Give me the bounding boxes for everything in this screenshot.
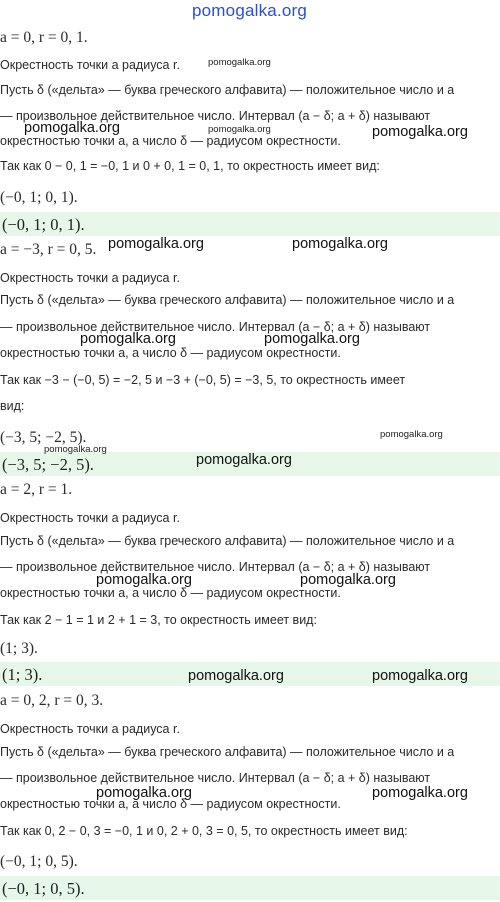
definition-line: — произвольное действительное число. Интервал (a − δ; a + δ) называют [0, 320, 431, 334]
watermark: pomogalka.org [380, 429, 443, 440]
calculation-line-cont: вид: [0, 399, 25, 413]
definition-line: окрестностью точки a, а число δ — радиусом окрестности. [0, 586, 341, 600]
given-values: a = −3, r = 0, 5. [0, 241, 97, 258]
result-line: (−0, 1; 0, 1). [0, 189, 78, 206]
watermark: pomogalka.org [208, 124, 271, 135]
watermark: pomogalka.org [264, 331, 360, 347]
watermark: pomogalka.org [96, 785, 192, 801]
watermark: pomogalka.org [208, 57, 271, 68]
definition-line: Пусть δ («дельта» — буква греческого алфавита) — положительное число и a [0, 293, 455, 307]
watermark: pomogalka.org [44, 444, 107, 455]
given-values: a = 2, r = 1. [0, 481, 73, 498]
calculation-line: Так как 0, 2 − 0, 3 = −0, 1 и 0, 2 + 0, 3 = 0, 5, то окрестность имеет вид: [0, 824, 408, 838]
definition-line: — произвольное действительное число. Интервал (a − δ; a + δ) называют [0, 771, 431, 785]
watermark: pomogalka.org [96, 572, 192, 588]
watermark: pomogalka.org [372, 124, 468, 140]
definition-line: Пусть δ («дельта» — буква греческого алфавита) — положительное число и a [0, 534, 455, 548]
given-values: a = 0, r = 0, 1. [0, 29, 88, 46]
answer-text: (−3, 5; −2, 5). [2, 455, 94, 474]
result-line: (−3, 5; −2, 5). [0, 429, 87, 446]
calculation-line: Так как −3 − (−0, 5) = −2, 5 и −3 + (−0, 5) = −3, 5, то окрестность имеет [0, 373, 406, 387]
answer-highlight [0, 876, 500, 900]
definition-line: окрестностью точки a, а число δ — радиусом окрестности. [0, 134, 341, 148]
definition-line: окрестностью точки a, а число δ — радиусом окрестности. [0, 346, 341, 360]
result-line: (−0, 1; 0, 5). [0, 853, 78, 870]
section-heading: Окрестность точки a радиуса r. [0, 722, 180, 736]
watermark: pomogalka.org [196, 452, 292, 468]
answer-highlight [0, 212, 500, 236]
watermark: pomogalka.org [372, 668, 468, 684]
section-heading: Окрестность точки a радиуса r. [0, 271, 180, 285]
watermark: pomogalka.org [372, 785, 468, 801]
definition-line: окрестностью точки a, а число δ — радиусом окрестности. [0, 797, 341, 811]
definition-line: Пусть δ («дельта» — буква греческого алфавита) — положительное число и a [0, 745, 455, 759]
answer-text: (−0, 1; 0, 1). [2, 215, 85, 234]
calculation-line: Так как 2 − 1 = 1 и 2 + 1 = 3, то окрестность имеет вид: [0, 613, 317, 627]
site-header-link[interactable]: pomogalka.org [192, 1, 308, 20]
calculation-line: Так как 0 − 0, 1 = −0, 1 и 0 + 0, 1 = 0, 1, то окрестность имеет вид: [0, 159, 380, 173]
watermark: pomogalka.org [24, 120, 120, 136]
definition-line: Пусть δ («дельта» — буква греческого алфавита) — положительное число и a [0, 83, 455, 97]
watermark: pomogalka.org [292, 236, 388, 252]
definition-line: — произвольное действительное число. Интервал (a − δ; a + δ) называют [0, 109, 431, 123]
answer-text: (−0, 1; 0, 5). [2, 879, 85, 898]
given-values: a = 0, 2, r = 0, 3. [0, 692, 104, 709]
watermark: pomogalka.org [300, 572, 396, 588]
watermark: pomogalka.org [188, 668, 284, 684]
section-heading: Окрестность точки a радиуса r. [0, 511, 180, 525]
result-line: (1; 3). [0, 640, 38, 657]
section-heading: Окрестность точки a радиуса r. [0, 58, 180, 72]
watermark: pomogalka.org [80, 331, 176, 347]
watermark: pomogalka.org [108, 236, 204, 252]
answer-text: (1; 3). [2, 665, 43, 684]
definition-line: — произвольное действительное число. Интервал (a − δ; a + δ) называют [0, 560, 431, 574]
